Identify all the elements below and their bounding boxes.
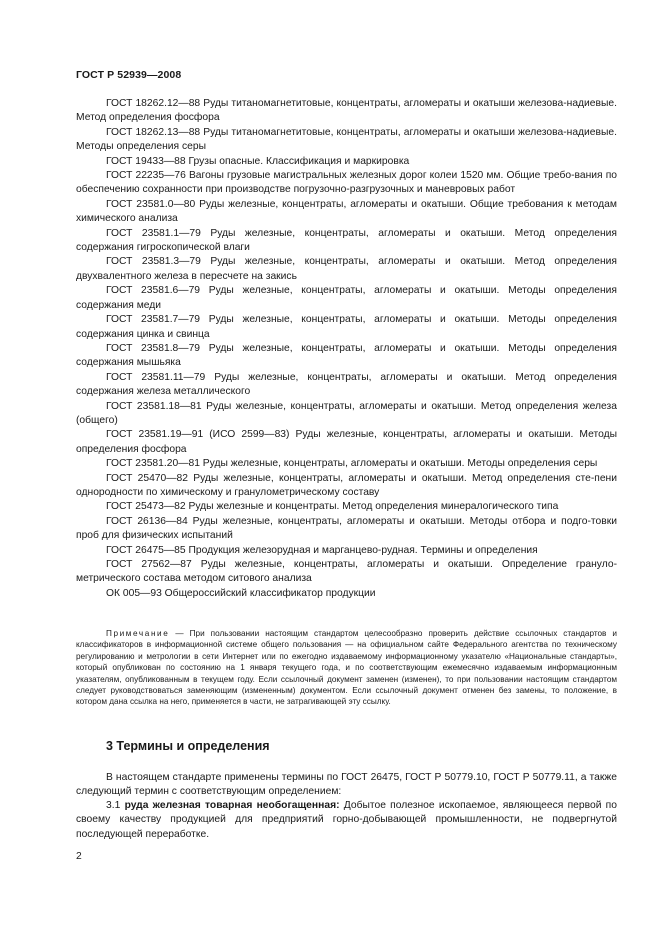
normative-references-list — [76, 97, 617, 601]
reference-item: ГОСТ 18262.13—88 Руды титаномагнетитовые, концентраты, агломераты и окатыши железова-надиевые. Методы определения серы — [76, 126, 617, 153]
definition-paragraph — [76, 799, 617, 842]
reference-item: ГОСТ 26136—84 Руды железные, концентраты, агломераты и окатыши. Методы отбора и подго-товки проб для физических испытаний — [76, 515, 617, 542]
reference-item: ГОСТ 19433—88 Грузы опасные. Классификация и маркировка — [106, 155, 410, 167]
reference-item: ГОСТ 23581.19—91 (ИСО 2599—83) Руды железные, концентраты, агломераты и окатыши. Методы определения фосфора — [76, 429, 617, 455]
reference-item: ГОСТ 27562—87 Руды железные, концентраты, агломераты и окатыши. Определение грануло-метрического состава методом ситового анализа — [76, 559, 617, 585]
section-heading: 3 Термины и определения — [106, 739, 270, 753]
document-header: ГОСТ Р 52939—2008 — [76, 69, 182, 81]
definition-text: Добытое полезное ископаемое, являющееся первой по своему качеству продукцией для предприятий горно-добывающей промышленности, не подвергнутой последующей переработке. — [76, 800, 617, 840]
reference-item: ГОСТ 26475—85 Продукция железорудная и марганцево-рудная. Термины и определения — [106, 544, 538, 556]
section-intro — [76, 771, 617, 800]
reference-item: ГОСТ 23581.11—79 Руды железные, концентраты, агломераты и окатыши. Метод определения содержания железа металлического — [76, 371, 617, 398]
reference-item: ОК 005—93 Общероссийский классификатор продукции — [106, 587, 376, 599]
reference-item: ГОСТ 18262.12—88 Руды титаномагнетитовые, концентраты, агломераты и окатыши железова-надиевые. Метод определения фосфора — [76, 98, 617, 124]
reference-item: ГОСТ 25470—82 Руды железные, концентраты, агломераты и окатыши. Метод определения сте-пени однородности по химическому и гранулометрическому составу — [76, 472, 617, 498]
reference-item: ГОСТ 23581.7—79 Руды железные, концентраты, агломераты и окатыши. Методы определения содержания цинка и свинца — [76, 314, 617, 340]
term-definition — [76, 799, 617, 842]
reference-item: ГОСТ 23581.1—79 Руды железные, концентраты, агломераты и окатыши. Метод определения содержания гигроскопической влаги — [76, 227, 617, 254]
reference-item: ГОСТ 25473—82 Руды железные и концентраты. Метод определения минералогического типа — [106, 501, 559, 513]
note-text: — При пользовании настоящим стандартом целесообразно проверить действие ссылочных стандартов и классификаторов в информационной системе общего пользования — на официальном сайте Федерального агентства по техническому регулированию и метрологии в сети Интернет или по ежегодно издаваемому информационному указателю «Национальные стандарты», который опубликован по состоянию на 1 января текущего года, и по соответствующим ежемесячно издаваемым информационным указателям, опубликованным в текущем году. Если ссылочный документ заменен (изменен), то при пользовании настоящим стандартом следует руководствоваться заменяющим (измененным) документом. Если ссылочный документ отменен без замены, то положение, в котором дана ссылка на него, применяется в части, не затрагивающей эту ссылку. — [76, 629, 617, 707]
note-label: Примечание — [106, 629, 170, 638]
definition-term: руда железная товарная необогащенная: — [124, 800, 340, 811]
reference-item: ГОСТ 23581.6—79 Руды железные, концентраты, агломераты и окатыши. Методы определения содержания меди — [76, 285, 617, 311]
reference-item: ГОСТ 23581.0—80 Руды железные, концентраты, агломераты и окатыши. Общие требования к методам химического анализа — [76, 198, 617, 225]
reference-item: ГОСТ 23581.8—79 Руды железные, концентраты, агломераты и окатыши. Методы определения содержания мышьяка — [76, 342, 617, 369]
definition-number: 3.1 — [106, 800, 121, 811]
intro-paragraph: В настоящем стандарте применены термины по ГОСТ 26475, ГОСТ Р 50779.10, ГОСТ Р 50779.11, а также следующий термин с соответствующим определением: — [76, 772, 617, 798]
reference-item: ГОСТ 23581.20—81 Руды железные, концентраты, агломераты и окатыши. Методы определения серы — [106, 458, 598, 470]
page-number: 2 — [76, 851, 82, 862]
references-note — [76, 628, 617, 708]
reference-item: ГОСТ 23581.18—81 Руды железные, концентраты, агломераты и окатыши. Метод определения железа (общего) — [76, 400, 617, 426]
reference-item: ГОСТ 23581.3—79 Руды железные, концентраты, агломераты и окатыши. Метод определения двухвалентного железа в пересчете на закись — [76, 256, 617, 282]
reference-item: ГОСТ 22235—76 Вагоны грузовые магистральных железных дорог колеи 1520 мм. Общие требо-вания по обеспечению сохранности при производстве погрузочно-разгрузочных и маневровых работ — [76, 170, 617, 196]
